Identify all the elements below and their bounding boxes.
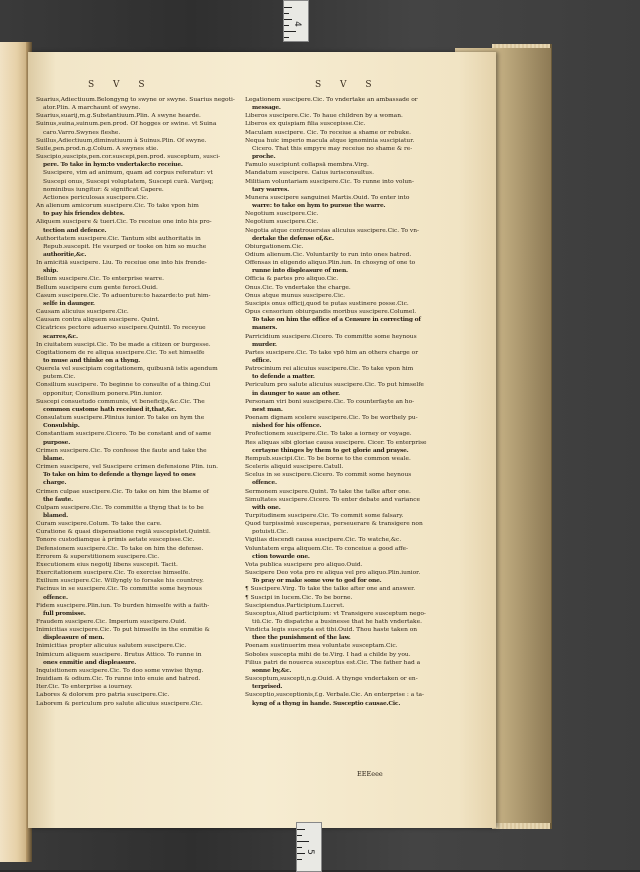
dictionary-line: Iter.Cic. To enterprise a iourney. [36,684,133,691]
dictionary-line: office. [252,357,272,364]
dictionary-line: Repub.suscepit. He vsurped or tooke on him so muche [43,243,207,250]
dictionary-line: maners. [252,324,278,332]
dictionary-line: certayne thinges by them to get glorie and prayse. [252,446,409,454]
dictionary-line: Sceleris aliquid suscipere.Catull. [245,464,344,471]
dictionary-line: ¶ Suscipere.Virg. To take the talke after one and answer. [245,586,416,593]
dictionary-line: Simultates suscipere.Cicero. To enter debate and variance [245,496,421,503]
dictionary-line: ship. [43,267,59,275]
dictionary-line: kyng of a thyng in hande. Susceptio causae.Cic. [252,699,401,707]
dictionary-line: Authoritatem suscipere.Cic. Tantum sibi authoritatis in [36,235,201,242]
dictionary-line: Famulo suscipiunt collapsā membra.Virg. [245,162,369,169]
dictionary-line: To pray or make some vow to god for one. [252,577,382,585]
dictionary-line: Inquisitionem suscipere.Cic. To doo some vnwise thyng. [36,667,204,674]
right-text-column [245,96,451,708]
dictionary-line: Suscipere Deo vota pro re aliqua vel pro aliquo.Plin.iunior. [245,570,421,577]
dictionary-line: scarres,&c. [43,332,78,340]
dictionary-line: Liberos ex quispiam filia suscepisse.Cic. [245,121,366,128]
dictionary-line: Suscipiendus.Participium.Lucret. [245,602,345,609]
dictionary-line: Errorem & superstitionem suscipere.Cic. [36,553,160,560]
signature-mark: EEEeee [357,770,383,778]
dictionary-line: Causam alicuius suscipere.Cic. [36,309,129,316]
dictionary-line: Consilium suscipere. To beginne to consulte of a thing.Cui [36,382,211,389]
dictionary-line: tary warres. [252,185,289,193]
dictionary-line: Curatione & quasi dispensatione regiā suscepistet.Quintil. [36,529,211,536]
dictionary-line: Defensionem suscipere.Cic. To take on him the defense. [36,545,204,552]
dictionary-line: Negotium suscipere.Cic. [245,211,319,218]
dictionary-line: Obiurgationem.Cic. [245,243,304,250]
dictionary-line: to defende a matter. [252,373,315,381]
dictionary-line: Filius patri de nouerca susceptus est.Cic. The father had a [245,659,421,666]
dictionary-line: Suinus,suina,suinum.pen.prod. Of hogges or swine. vt Suina [36,121,217,128]
dictionary-line: tection and defence. [43,226,107,234]
dictionary-line: putem.Cic. [43,374,76,381]
dictionary-line: ction towarde one. [252,552,310,560]
dictionary-line: Fidem suscipere.Plin.iun. To burden himselfe with a faith- [36,602,210,609]
running-head-right: S V S [315,80,380,90]
dictionary-line: Legationem suscipere.Cic. To vndertake an ambassade or [245,97,418,103]
dictionary-line: Suscepi consuetudo communis, vt beneficijs,&c.Cic. The [36,398,205,405]
dictionary-line: Culpam suscipere.Cic. To committe a thyng that is to be [36,504,204,511]
dictionary-line: Curam suscipere.Colum. To take the care. [36,521,162,528]
dictionary-line: Labores & dolorem pro patria suscipere.Cic. [36,692,170,699]
dictionary-line: to muse and thinke on a thyng. [43,357,141,364]
dictionary-line: Inimicitias suscipere.Cic. To put himselfe in the enmitie & [36,627,210,634]
dictionary-line: nest man. [252,405,283,413]
dictionary-line: Cogitationem de re aliqua suscipere.Cic. To set himselfe [36,349,205,356]
dictionary-line: Susceptum,suscepti,n.g.Ouid. A thynge vndertaken or en- [245,676,418,683]
scale-ruler-bottom [296,822,322,872]
dictionary-line: Soboles suscepta mihi de te.Virg. I had a childe by you. [245,651,411,658]
dictionary-line: offence. [43,593,68,601]
dictionary-line: ¶ Suscipi in lucem.Cic. To be borne. [245,594,353,601]
dictionary-line: Suarius,Adiectiuum.Belongyng to swyne or swyne. Suarius negoti- [36,97,235,103]
dictionary-line: Crimen culpae suscipere.Cic. To take on him the blame of [36,488,209,495]
dictionary-line: Poenam dignam scelere suscipere.Cic. To be worthely pu- [245,415,418,422]
dictionary-line: Cicatrices pectore aduerso suscipere.Quintil. To receyue [36,325,206,332]
dictionary-line: Crimen suscipere, vel Suscipere crimen defensione Plin. iun. [36,464,218,471]
dictionary-line: Patrocinium rei alicuius suscipere.Cic. To take vpon him [245,366,414,373]
dictionary-line: Negotium suscipere.Cic. [245,219,319,226]
dictionary-line: Negotia atque controuersias alicuius suscipere.Cic. To vn- [245,227,420,234]
dictionary-line: Partes suscipere.Cic. To take vpō him an others charge or [245,349,419,356]
dictionary-line: Bellum suscipere cum gente feroci.Ouid. [36,284,158,291]
dictionary-line: Consulatum suscipere.Plinius iunior. To take on hym the [36,415,205,422]
dictionary-line: Exercitationem suscipere.Cic. To exercise himselfe. [36,570,191,577]
dictionary-line: pere. To take in hym:to vndertake:to receiue. [43,161,183,169]
dictionary-line: Suscipio,suscipis,pen.cor.suscepi,pen.prod. susceptum, susci- [36,154,221,161]
dictionary-line: full promisse. [43,609,86,617]
dictionary-line: Laborem & periculum pro salute alicuius suscipere.Cic. [36,700,203,707]
dictionary-line: To take on him the office of a Censure in correcting of [252,316,421,324]
dictionary-line: Vota publica suscipere pro aliquo.Ouid. [245,561,363,568]
dictionary-line: murder. [252,340,277,348]
running-head-left: S V S [88,80,153,90]
dictionary-line: blamed. [43,511,68,519]
dictionary-line: Quod turpissimè susceperas, perseuerare & transigere non [245,521,423,528]
dictionary-line: To take on him to defende a thynge layed to ones [43,471,196,479]
dictionary-line: Rempub.suscipi.Cic. To be borne to the common weale. [245,455,411,462]
dictionary-line: Querela vel suscipiam cogitationem, quibusnā istis agendum [36,366,218,373]
dictionary-line: Suarius,suarij,m.g.Substantiuum.Plin. A swyne hearde. [36,113,201,120]
dictionary-line: Crimen suscipere.Cic. To confesse the faute and take the [36,447,207,454]
dictionary-line: Munera suscipere sanguinei Martis.Ouid. To enter into [245,194,410,201]
dictionary-line: Fraudem suscipere.Cic. Imperium suscipere.Ouid. [36,619,187,625]
dictionary-line: Odium alienum.Cic. Voluntarily to run into ones hatred. [245,251,412,258]
dictionary-line: ones enmitie and displeasure. [43,658,137,666]
dictionary-line: Periculum pro salute alicuius suscipere.Cic. To put himselfe [245,382,424,389]
dictionary-line: Maculam suscipere. Cic. To receiue a shame or rebuke. [245,129,411,136]
dictionary-line: Sermonem suscipere.Quint. To take the talke after one. [245,488,411,495]
dictionary-line: potuisti.Cic. [252,529,289,536]
dictionary-line: Nequa huic imperio macula atque ignominia suscipiatur. [245,137,415,144]
dictionary-line: Vindicta legis suscepta est tibi.Ouid. Thou haste taken on [245,627,418,634]
dictionary-line: charge. [43,479,67,487]
dictionary-line: nominibus iungitur: & significat Capere. [43,186,164,193]
dictionary-line: Constantiam suscipere.Cicero. To be constant and of same [36,431,212,438]
dictionary-line: Suile,pen.prod.n.g.Colum. A swynes stie. [36,145,159,152]
dictionary-line: Bellum suscipere.Cic. To enterprise warre. [36,276,164,283]
dictionary-line: purpose. [43,438,71,446]
dictionary-line: offence. [252,479,277,487]
dictionary-line: caro.Varro.Swynes fleshe. [43,129,121,136]
dictionary-line: Personam viri boni suscipere.Cic. To counterfayte an ho- [245,398,415,405]
facing-page-edge [0,42,29,862]
scale-ruler-top [283,0,309,42]
dictionary-line: Poenam sustinuerim mea voluntate susceptam.Cic. [245,643,398,650]
dictionary-line: runne into displeasure of men. [252,267,348,275]
dictionary-line: Suillus,Adiectiuum,diminutiuum à Suinus.Plin. Of swyne. [36,137,207,144]
dictionary-line: sonne by,&c. [252,666,292,674]
dictionary-line: Suscipis onus officij,quod te putas sustinere posse.Cic. [245,300,409,307]
dictionary-line: tiū.Cic. To dispatche a businesse that he hath vndertake. [252,619,422,625]
dictionary-line: common custome hath receiued it,that,&c. [43,405,177,413]
dictionary-line: Cicero. That this empyre may receiue no shame & re- [252,145,413,152]
dictionary-line: Onus atque munus suscipere.Cic. [245,292,345,299]
dictionary-line: Exilium suscipere.Cic. Willyngly to forsake his countrey. [36,578,204,585]
dictionary-line: Turpitudinem suscipere.Cic. To commit some falsary. [245,512,404,519]
dictionary-line: to pay his friendes debtes. [43,210,125,218]
dictionary-line: authoritie,&c. [43,250,87,258]
dictionary-line: Causam contra aliquem suscipere. Quint. [36,317,160,324]
dictionary-line: Suscipere, vim ad animum, quam ad corpus referatur: vt [43,170,213,177]
dictionary-line: Tonore custodiamque à primis aetate suscepisse.Cic. [36,537,195,544]
dictionary-line: Profectionem suscipere.Cic. To take a iorney or voyage. [245,431,412,438]
dictionary-line: Officia & partes pro aliquo.Cic. [245,276,339,283]
dictionary-line: in daunger to saue an other. [252,389,340,397]
dictionary-line: Casum suscipere.Cic. To aduenture:to hazarde:to put him- [36,292,211,299]
dictionary-line: blame. [43,454,65,462]
dictionary-line: Voluntatem erga aliquem.Cic. To conceiue a good affe- [245,545,409,552]
dictionary-line: nished for his offence. [252,422,322,430]
dictionary-line: selfe in daunger. [43,299,95,307]
dictionary-line: An alienum amicorum suscipere.Cic. To take vpon him [36,203,199,210]
dictionary-line: Vigilias discendi causa suscipere.Cic. To watche,&c. [245,537,402,544]
dictionary-line: terprised. [252,683,283,691]
dictionary-line: opponitur, Consilium ponere.Plin.iunior. [43,390,163,397]
dictionary-line: Liberos suscipere.Cic. To haue children by a woman. [245,113,403,120]
ruler-label: 5 [304,849,315,855]
dictionary-line: Res aliquas sibi gloriae causa suscipere. Cicer. To enterprise [245,439,427,446]
dictionary-line: Inimicum aliquem suscipere. Brutus Attico. To runne in [36,651,202,658]
dictionary-line: Mandatum suscipere. Caius iurisconsultus. [245,170,374,177]
dictionary-line: Onus.Cic. To vndertake the charge. [245,284,351,291]
dictionary-line: ator.Plin. A marchaunt of swyne. [43,105,141,112]
dictionary-line: Susceptio,susceptionis,f.g. Verbale.Cic. An enterprise : a ta- [245,692,425,699]
dictionary-line: displeasure of men. [43,634,105,642]
dictionary-line: thee the punishment of the law. [252,634,351,642]
dictionary-line: with one. [252,503,281,511]
ruler-label: 4 [291,21,302,27]
dictionary-line: Actiones periculosas suscipere.Cic. [43,194,149,201]
dictionary-line: the faute. [43,495,73,503]
dictionary-line: proche. [252,153,276,161]
dictionary-line: Inuidiam & odium.Cic. To runne into enuie and hatred. [36,676,201,683]
dictionary-line: message. [252,104,281,112]
dictionary-line: Consulship. [43,422,80,430]
dictionary-line: warre: to take on hym to pursue the warre. [252,202,386,210]
dictionary-line: Offensas in eligendo aliquo.Plin.iun. In chosyng of one to [245,260,416,267]
dictionary-line: In amicitiā suscipere. Liu. To receiue one into his frende- [36,260,207,267]
dictionary-line: Aliquem suscipere & tueri.Cic. To receiue one into his pro- [36,219,212,226]
dictionary-line: Facinus in se suscipere.Cic. To committe some heynous [36,586,202,593]
dictionary-line: Scelus in se suscipere.Cicero. To commit some heynous [245,472,412,479]
dictionary-line: dertake the defense of,&c. [252,234,334,242]
dictionary-line: Parricidium suscipere.Cicero. To committe some heynous [245,333,417,340]
dictionary-line: Militiam voluntariam suscipere.Cic. To runne into volun- [245,178,414,185]
dictionary-line: Suscepi onus, Suscepi voluptatem, Suscepi curā. Varijsq; [43,178,214,185]
dictionary-line: Susceptus,Aliud participium: vt Transigere susceptum nego- [245,610,426,617]
dictionary-line: Inimicitias propter alicuius salutem suscipere.Cic. [36,643,187,650]
dictionary-line: In ciuitatem suscipi.Cic. To be made a citizen or burgesse. [36,341,211,348]
left-text-column [36,96,242,708]
dictionary-line: Executionem eius negotij libens suscepit. Tacit. [36,561,178,568]
dictionary-line: Opus censorium obiurgandis moribus suscipere.Columel. [245,309,417,316]
